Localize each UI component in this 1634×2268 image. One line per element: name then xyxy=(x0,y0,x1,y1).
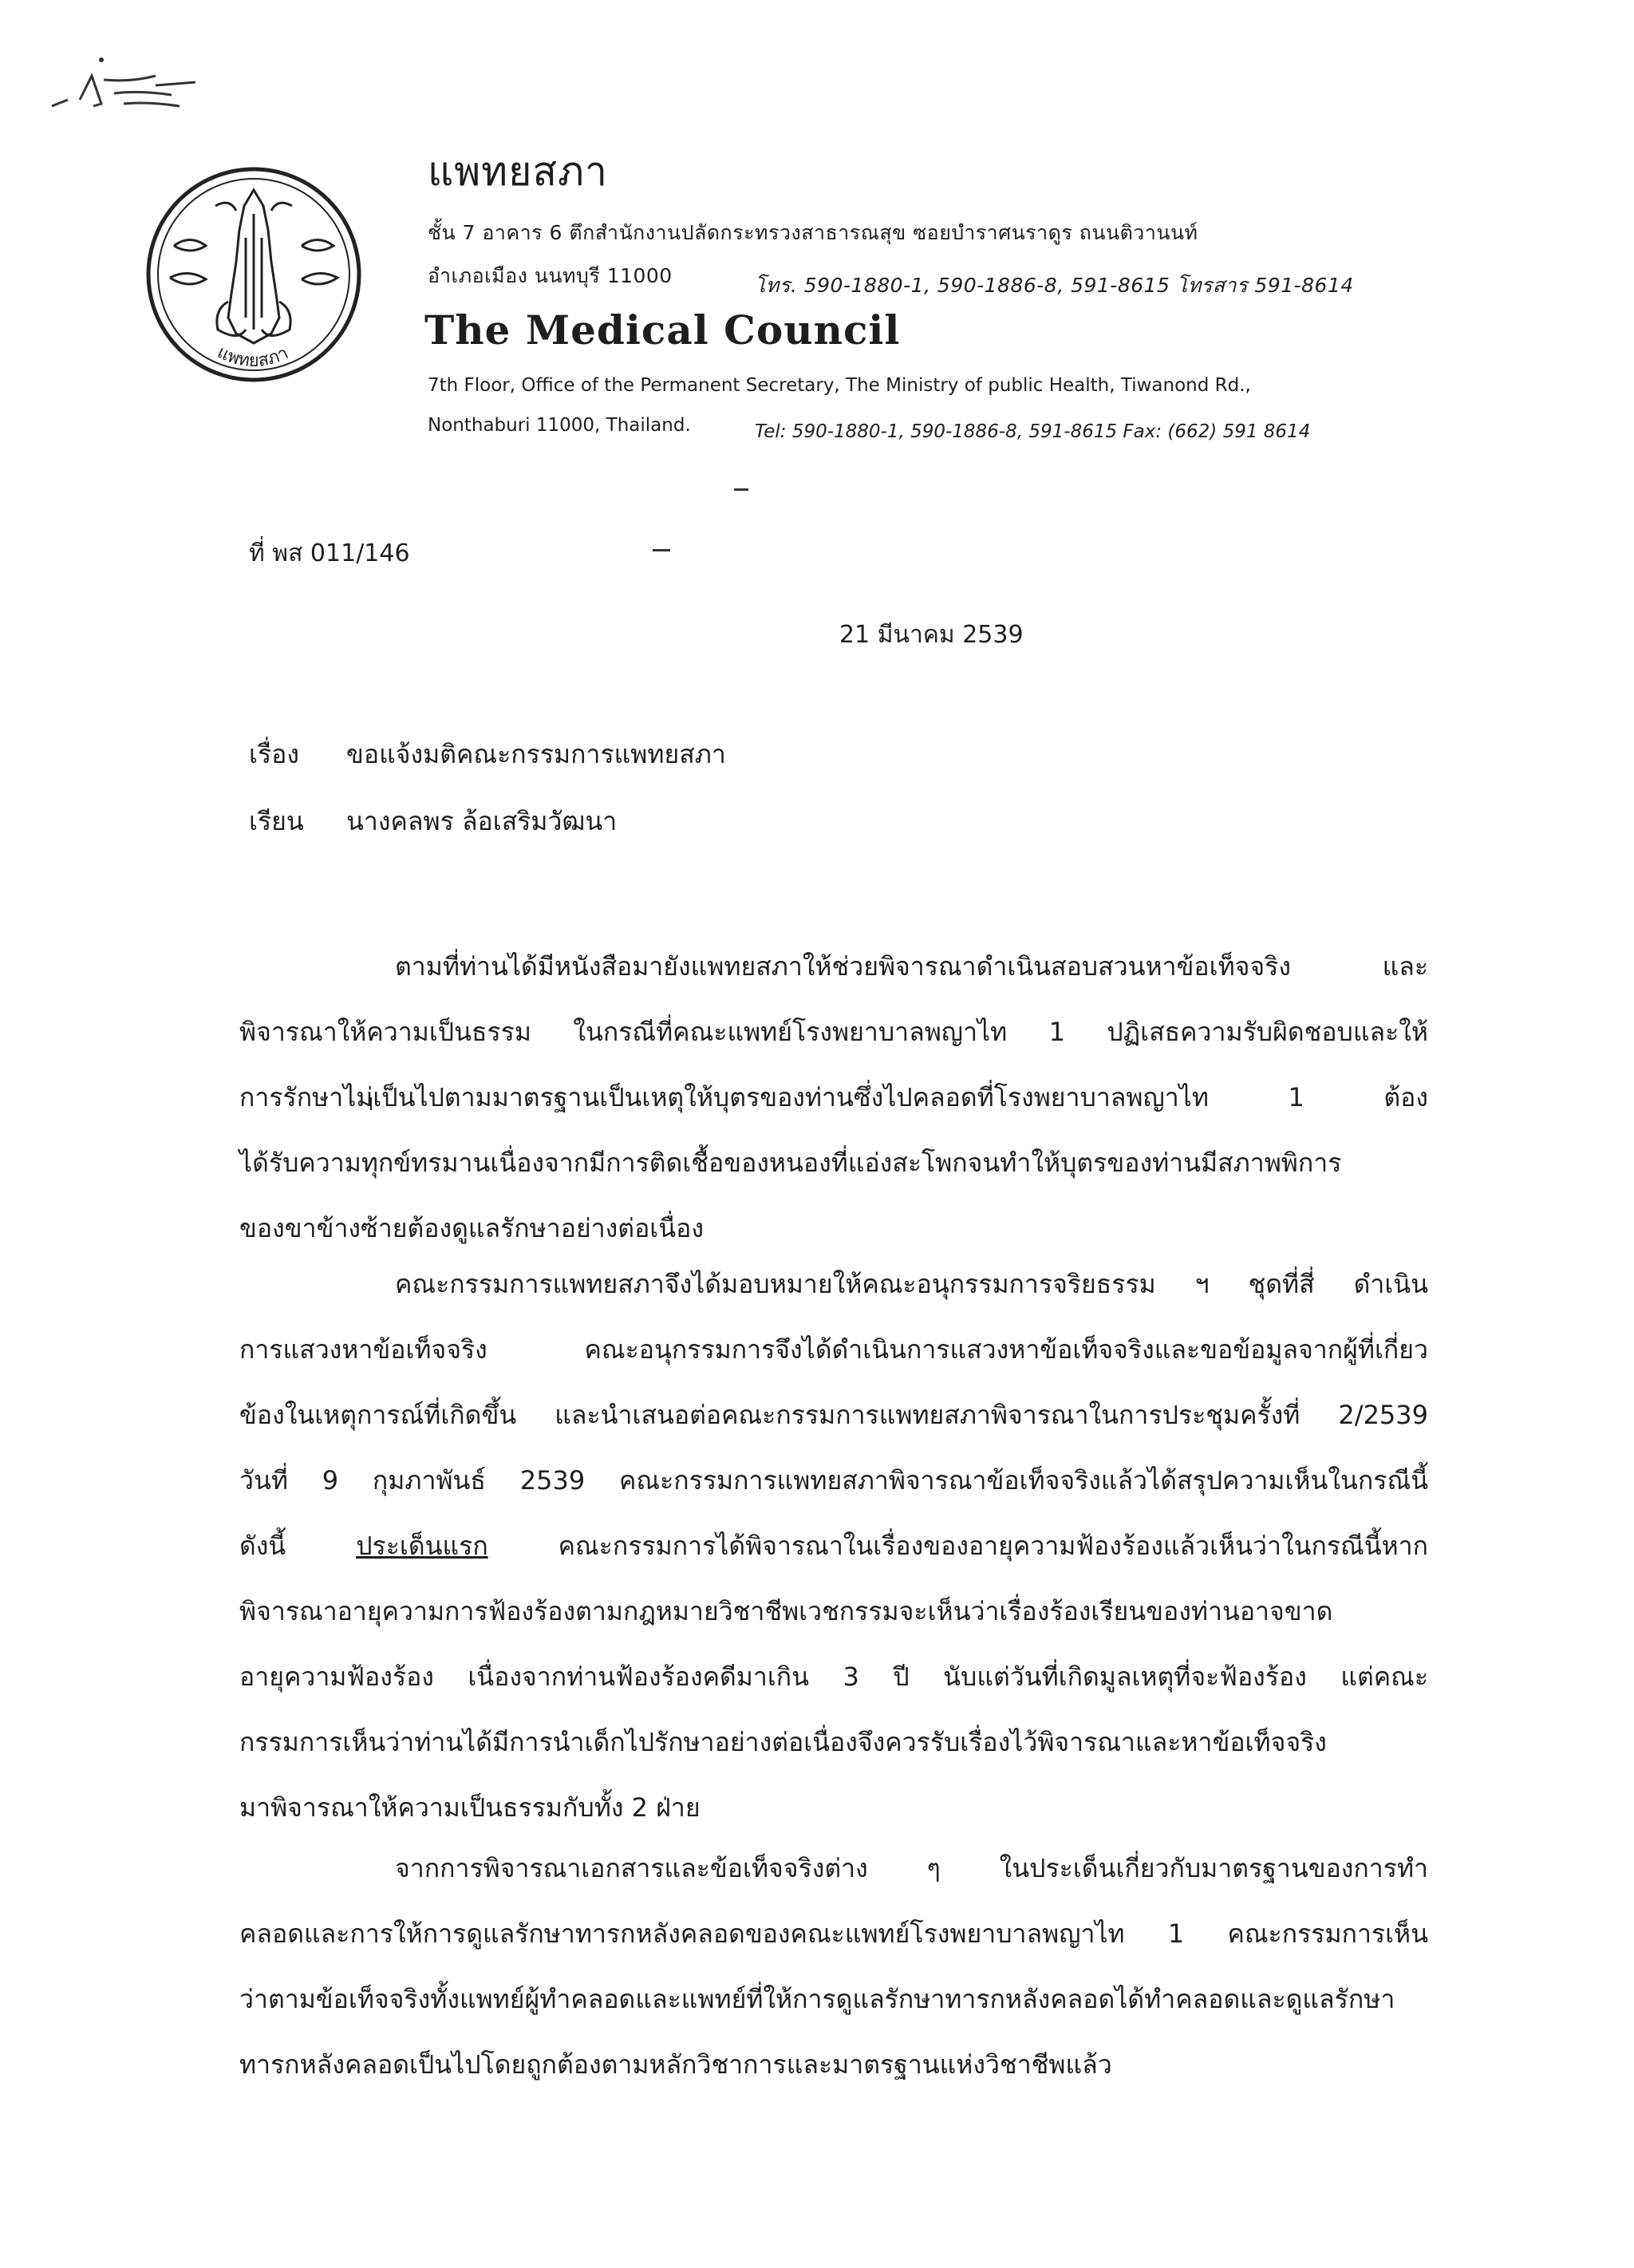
paragraph-line: พิจารณาอายุความการฟ้องร้องตามกฎหมายวิชาชีพเวชกรรมจะเห็นว่าเรื่องร้องเรียนของท่านอาจขาด xyxy=(239,1596,1333,1626)
paragraph-line: ว่าตามข้อเท็จจริงทั้งแพทย์ผู้ทำคลอดและแพทย์ที่ให้การดูแลรักษาทารกหลังคลอดได้ทำคลอดและดูแลรักษา xyxy=(239,1984,1395,2014)
body-paragraph-3 xyxy=(239,1835,1428,2097)
letterhead-english-city: Nonthaburi 11000, Thailand. xyxy=(428,415,691,436)
paragraph-line: กรรมการเห็นว่าท่านได้มีการนำเด็กไปรักษาอย่างต่อเนื่องจึงควรรับเรื่องไว้พิจารณาและหาข้อเท็จจริง xyxy=(239,1727,1327,1757)
paragraph-line: ทารกหลังคลอดเป็นไปโดยถูกต้องตามหลักวิชาการและมาตรฐานแห่งวิชาชีพแล้ว xyxy=(239,2049,1112,2080)
paragraph-line: อายุความฟ้องร้อง เนื่องจากท่านฟ้องร้องคดีมาเกิน 3 ปี นับแต่วันที่เกิดมูลเหตุที่จะฟ้องร้อง แต่คณะ xyxy=(239,1661,1428,1692)
letterhead-thai-phone: โทร. 590-1880-1, 590-1886-8, 591-8615 โทรสาร 591-8614 xyxy=(755,274,1354,297)
paragraph-line: คณะกรรมการแพทยสภาจึงได้มอบหมายให้คณะอนุกรรมการจริยธรรม ฯ ชุดที่สี่ ดำเนิน xyxy=(395,1269,1428,1299)
paragraph-line: ของขาข้างซ้ายต้องดูแลรักษาอย่างต่อเนื่อง xyxy=(239,1213,704,1243)
reference-number: ที่ พส 011/146 xyxy=(249,539,410,567)
scan-artifact-mark xyxy=(734,488,748,491)
letterhead-english-phone: Tel: 590-1880-1, 590-1886-8, 591-8615 Fax: (662) 591 8614 xyxy=(755,421,1311,442)
line-prefix: ดังนี้ xyxy=(239,1531,357,1561)
paragraph-line: จากการพิจารณาเอกสารและข้อเท็จจริงต่าง ๆ ในประเด็นเกี่ยวกับมาตรฐานของการทำ xyxy=(395,1853,1428,1883)
body-paragraph-2 xyxy=(239,1251,1428,1840)
subject-text: ขอแจ้งมติคณะกรรมการแพทยสภา xyxy=(346,739,726,769)
subject-label: เรื่อง xyxy=(249,739,299,769)
line-rest: คณะกรรมการได้พิจารณาในเรื่องของอายุความฟ้องร้องแล้วเห็นว่าในกรณีนี้หาก xyxy=(487,1531,1429,1561)
paragraph-line xyxy=(239,1513,1428,1579)
letterhead-english-address: 7th Floor, Office of the Permanent Secretary, The Ministry of public Health, Tiwanond Rd., xyxy=(428,375,1251,396)
paragraph-line: คลอดและการให้การดูแลรักษาทารกหลังคลอดของคณะแพทย์โรงพยาบาลพญาไท 1 คณะกรรมการเห็น xyxy=(239,1918,1428,1949)
paragraph-line: การรักษาไม่เป็นไปตามมาตรฐานเป็นเหตุให้บุตรของท่านซึ่งไปคลอดที่โรงพยาบาลพญาไท 1 ต้อง xyxy=(239,1082,1428,1112)
paragraph-line: ตามที่ท่านได้มีหนังสือมายังแพทยสภาให้ช่วยพิจารณาดำเนินสอบสวนหาข้อเท็จจริง และ xyxy=(395,951,1428,982)
letterhead-thai-name: แพทยสภา xyxy=(428,148,608,195)
letterhead-english-name: The Medical Council xyxy=(424,306,901,354)
paragraph-line: มาพิจารณาให้ความเป็นธรรมกับทั้ง 2 ฝ่าย xyxy=(239,1792,701,1823)
body-paragraph-1 xyxy=(239,934,1428,1261)
first-issue-heading: ประเด็นแรก xyxy=(356,1531,488,1561)
seal-label: แพทยสภา xyxy=(214,342,292,372)
addressee-row xyxy=(249,801,617,842)
paragraph-line: พิจารณาให้ความเป็นธรรม ในกรณีที่คณะแพทย์โรงพยาบาลพญาไท 1 ปฏิเสธความรับผิดชอบและให้ xyxy=(239,1017,1428,1047)
addressee-label: เรียน xyxy=(249,806,304,836)
scan-artifact-mark xyxy=(44,44,219,124)
letter-date: 21 มีนาคม 2539 xyxy=(839,621,1024,649)
paragraph-line: ข้องในเหตุการณ์ที่เกิดขึ้น และนำเสนอต่อคณะกรรมการแพทยสภาพิจารณาในการประชุมครั้งที่ 2/2539 xyxy=(239,1400,1428,1430)
subject-row xyxy=(249,734,726,775)
letterhead-thai-address-line1: ชั้น 7 อาคาร 6 ตึกสำนักงานปลัดกระทรวงสาธารณสุข ซอยบำราศนราดูร ถนนติวานนท์ xyxy=(428,221,1198,244)
letterhead-thai-city: อำเภอเมือง นนทบุรี 11000 xyxy=(428,264,673,287)
paragraph-line: ได้รับความทุกข์ทรมานเนื่องจากมีการติดเชื้อของหนองที่แอ่งสะโพกจนทำให้บุตรของท่านมีสภาพพิการ xyxy=(239,1148,1342,1178)
scan-artifact-mark xyxy=(653,549,670,551)
medical-council-seal xyxy=(142,158,365,391)
paragraph-line: การแสวงหาข้อเท็จจริง คณะอนุกรรมการจึงได้ดำเนินการแสวงหาข้อเท็จจริงและขอข้อมูลจากผู้ที่เกี่ยว xyxy=(239,1334,1428,1365)
addressee-text: นางคลพร ล้อเสริมวัฒนา xyxy=(346,806,618,836)
paragraph-line: วันที่ 9 กุมภาพันธ์ 2539 คณะกรรมการแพทยสภาพิจารณาข้อเท็จจริงแล้วได้สรุปความเห็นในกรณีนี้ xyxy=(239,1465,1428,1496)
